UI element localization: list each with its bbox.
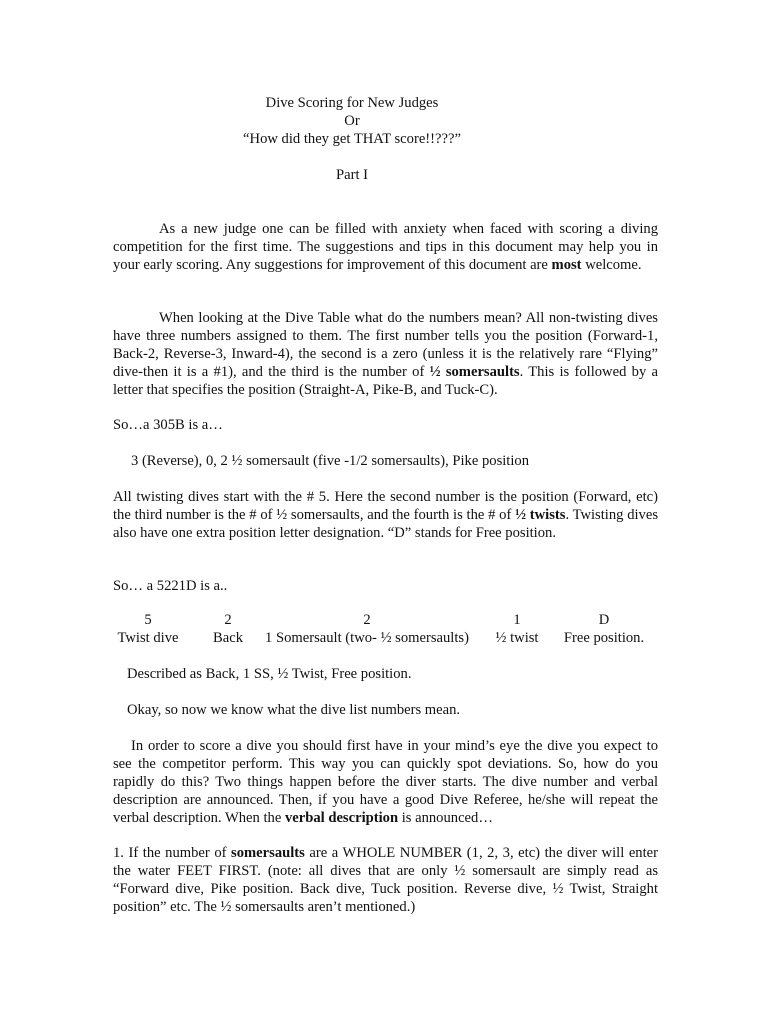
part-label: Part I: [335, 167, 369, 183]
paragraph-text: are a WHOLE NUMBER (1, 2, 3, etc) the diver will enter the water FEET FIRST. (note: all dives that are only ½ somersault are simply read as “Forward dive, Pike position. Back dive, Tuck position. Reverse dive, ½ Twist, Straight position” etc. The ½ somersaults aren’t mentioned.): [113, 845, 658, 915]
breakdown-column: [488, 611, 546, 647]
breakdown-digit: 1: [513, 612, 521, 628]
breakdown-digit: 2: [363, 612, 371, 628]
breakdown-column: [556, 611, 652, 647]
okay-line: Okay, so now we know what the dive list numbers mean.: [127, 702, 461, 718]
paragraph-text: As a new judge one can be filled with anxiety when faced with scoring a diving competition for the first time. The suggestions and tips in this document may help you in your early scoring. Any suggestions for improvement of this document are: [113, 221, 658, 273]
paragraph-text: . Twisting dives also have one extra position letter designation. “D” stands for Free position.: [113, 507, 658, 541]
bold-emphasis: somersaults: [231, 845, 305, 861]
breakdown-column: [258, 611, 476, 647]
paragraph-text: . This is followed by a letter that specifies the position (Straight-A, Pike-B, and Tuck-C).: [113, 364, 658, 398]
breakdown-digit: D: [598, 612, 610, 628]
document-subtitle: “How did they get THAT score!!???”: [243, 131, 461, 147]
bold-emphasis: ½ somersaults: [429, 364, 520, 380]
paragraph-scoring: [113, 737, 658, 827]
example-5221d-intro: So… a 5221D is a..: [113, 578, 228, 594]
paragraph-text: When looking at the Dive Table what do the numbers mean? All non-twisting dives have three numbers assigned to them. The first number tells you the position (Forward-1, Back-2, Reverse-3, Inward-4), the second is a zero (unless it is the relatively rare “Flying” dive-then it is a #1), and the third is the number of: [113, 310, 658, 380]
paragraph-intro: [113, 220, 658, 274]
numbered-point-1: [113, 844, 658, 916]
bold-emphasis: most: [551, 257, 582, 273]
paragraph-text: 1. If the number of: [113, 845, 232, 861]
example-5221d-described: Described as Back, 1 SS, ½ Twist, Free position.: [127, 666, 412, 682]
breakdown-column: [113, 611, 183, 647]
breakdown-meaning: Free position.: [563, 630, 645, 646]
bold-emphasis: verbal description: [284, 810, 399, 826]
breakdown-meaning: Twist dive: [117, 630, 179, 646]
bold-emphasis: ½ twists: [515, 507, 566, 523]
paragraph-dive-table: [113, 309, 658, 399]
document-title: Dive Scoring for New Judges: [265, 95, 439, 111]
paragraph-text: welcome.: [581, 257, 642, 273]
breakdown-digit: 5: [144, 612, 152, 628]
title-or: Or: [344, 113, 360, 129]
example-305b-breakdown: 3 (Reverse), 0, 2 ½ somersault (five -1/2 somersaults), Pike position: [131, 453, 530, 469]
breakdown-column: [205, 611, 251, 647]
paragraph-text: All twisting dives start with the # 5. Here the second number is the position (Forward, etc) the third number is the # of ½ somersaults, and the fourth is the # of: [113, 489, 658, 523]
breakdown-meaning: ½ twist: [495, 630, 539, 646]
paragraph-twisting-dives: [113, 488, 658, 542]
paragraph-text: In order to score a dive you should first have in your mind’s eye the dive you expect to see the competitor perform. This way you can quickly spot deviations. So, how do you rapidly do this? Two things happen before the diver starts. The dive number and verbal description are announced. Then, if you have a good Dive Referee, he/she will repeat the verbal description. When the: [113, 738, 658, 826]
example-305b-intro: So…a 305B is a…: [113, 417, 223, 433]
breakdown-digit: 2: [224, 612, 232, 628]
paragraph-text: is announced…: [398, 810, 493, 826]
breakdown-meaning: 1 Somersault (two- ½ somersaults): [265, 630, 469, 646]
breakdown-meaning: Back: [213, 630, 243, 646]
